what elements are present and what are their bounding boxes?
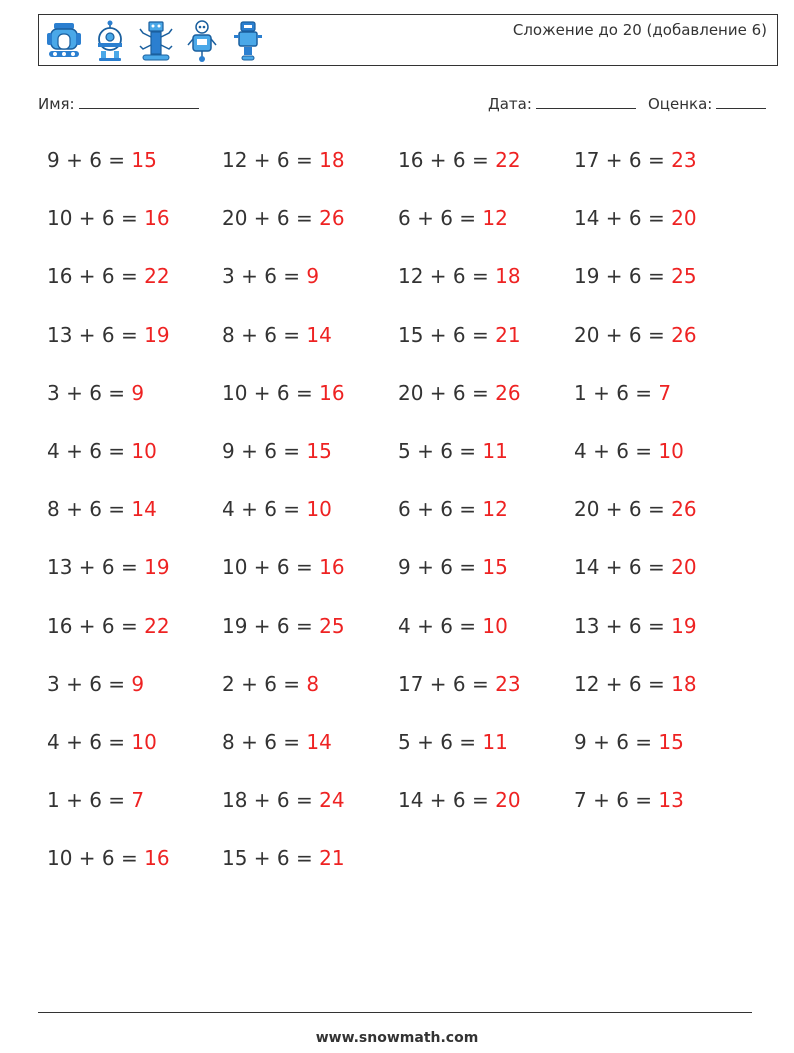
problem-answer: 25 bbox=[671, 264, 697, 288]
problem-question: 9 + 6 = bbox=[398, 555, 483, 579]
problem-item bbox=[222, 672, 319, 696]
problem-answer: 19 bbox=[144, 323, 170, 347]
problem-question: 10 + 6 = bbox=[222, 381, 320, 405]
problem-question: 20 + 6 = bbox=[398, 381, 496, 405]
problem-question: 2 + 6 = bbox=[222, 672, 307, 696]
problem-question: 9 + 6 = bbox=[47, 148, 132, 172]
problem-answer: 26 bbox=[319, 206, 345, 230]
problem-item bbox=[47, 846, 170, 870]
problem-answer: 25 bbox=[319, 614, 345, 638]
problem-answer: 10 bbox=[131, 730, 157, 754]
problem-item bbox=[398, 555, 508, 579]
problem-question: 13 + 6 = bbox=[47, 555, 145, 579]
problem-item bbox=[222, 497, 332, 521]
problem-item bbox=[574, 381, 671, 405]
problem-question: 13 + 6 = bbox=[47, 323, 145, 347]
problem-item bbox=[222, 323, 332, 347]
problem-question: 20 + 6 = bbox=[574, 323, 672, 347]
problem-item bbox=[574, 148, 697, 172]
problem-question: 18 + 6 = bbox=[222, 788, 320, 812]
problem-answer: 11 bbox=[482, 730, 508, 754]
problem-answer: 10 bbox=[306, 497, 332, 521]
problem-question: 17 + 6 = bbox=[398, 672, 496, 696]
problem-item bbox=[47, 323, 170, 347]
problem-question: 10 + 6 = bbox=[47, 846, 145, 870]
problem-answer: 23 bbox=[671, 148, 697, 172]
problem-question: 20 + 6 = bbox=[574, 497, 672, 521]
grade-label: Оценка: bbox=[648, 95, 713, 113]
problem-question: 3 + 6 = bbox=[47, 381, 132, 405]
problem-answer: 10 bbox=[482, 614, 508, 638]
footer-divider bbox=[38, 1012, 752, 1013]
problem-answer: 22 bbox=[144, 264, 170, 288]
problem-answer: 16 bbox=[144, 846, 170, 870]
problem-answer: 9 bbox=[306, 264, 320, 288]
problem-answer: 15 bbox=[658, 730, 684, 754]
problem-answer: 10 bbox=[658, 439, 684, 463]
problem-item bbox=[574, 788, 684, 812]
problem-item bbox=[398, 614, 508, 638]
problem-item bbox=[398, 148, 521, 172]
problem-question: 12 + 6 = bbox=[222, 148, 320, 172]
problem-answer: 12 bbox=[482, 497, 508, 521]
problem-item bbox=[398, 497, 508, 521]
problem-answer: 21 bbox=[319, 846, 345, 870]
problem-item bbox=[47, 439, 157, 463]
problem-question: 16 + 6 = bbox=[398, 148, 496, 172]
problem-item bbox=[222, 264, 319, 288]
problem-item bbox=[398, 730, 508, 754]
worksheet-title: Сложение до 20 (добавление 6) bbox=[512, 21, 767, 39]
problem-question: 1 + 6 = bbox=[574, 381, 659, 405]
problem-item bbox=[222, 846, 345, 870]
problem-answer: 15 bbox=[131, 148, 157, 172]
problem-question: 4 + 6 = bbox=[574, 439, 659, 463]
problem-answer: 12 bbox=[482, 206, 508, 230]
problem-answer: 24 bbox=[319, 788, 345, 812]
problem-item bbox=[47, 148, 157, 172]
problem-question: 8 + 6 = bbox=[222, 730, 307, 754]
problem-item bbox=[574, 672, 697, 696]
problem-item bbox=[47, 788, 144, 812]
problem-item bbox=[47, 381, 144, 405]
problem-question: 8 + 6 = bbox=[222, 323, 307, 347]
problem-question: 6 + 6 = bbox=[398, 497, 483, 521]
problem-item bbox=[574, 439, 684, 463]
problem-item bbox=[222, 555, 345, 579]
problem-question: 20 + 6 = bbox=[222, 206, 320, 230]
problem-answer: 14 bbox=[306, 730, 332, 754]
problem-answer: 10 bbox=[131, 439, 157, 463]
problem-answer: 13 bbox=[658, 788, 684, 812]
problem-answer: 11 bbox=[482, 439, 508, 463]
problem-question: 4 + 6 = bbox=[398, 614, 483, 638]
problem-question: 3 + 6 = bbox=[222, 264, 307, 288]
problem-item bbox=[398, 788, 521, 812]
problem-answer: 19 bbox=[144, 555, 170, 579]
problem-answer: 20 bbox=[495, 788, 521, 812]
problem-question: 9 + 6 = bbox=[222, 439, 307, 463]
problem-question: 19 + 6 = bbox=[222, 614, 320, 638]
problem-answer: 23 bbox=[495, 672, 521, 696]
problem-item bbox=[222, 730, 332, 754]
problem-item bbox=[398, 264, 521, 288]
problem-question: 12 + 6 = bbox=[398, 264, 496, 288]
problem-question: 14 + 6 = bbox=[574, 555, 672, 579]
problem-answer: 9 bbox=[131, 381, 145, 405]
problem-question: 14 + 6 = bbox=[574, 206, 672, 230]
problem-question: 15 + 6 = bbox=[222, 846, 320, 870]
problem-question: 4 + 6 = bbox=[222, 497, 307, 521]
problem-question: 7 + 6 = bbox=[574, 788, 659, 812]
problem-item bbox=[222, 788, 345, 812]
problem-item bbox=[47, 206, 170, 230]
problem-item bbox=[47, 497, 157, 521]
problem-question: 9 + 6 = bbox=[574, 730, 659, 754]
problem-answer: 20 bbox=[671, 555, 697, 579]
problem-answer: 18 bbox=[319, 148, 345, 172]
problem-item bbox=[574, 555, 697, 579]
problem-answer: 15 bbox=[482, 555, 508, 579]
problem-answer: 16 bbox=[144, 206, 170, 230]
problem-item bbox=[222, 381, 345, 405]
problem-item bbox=[47, 555, 170, 579]
problem-question: 12 + 6 = bbox=[574, 672, 672, 696]
problem-question: 5 + 6 = bbox=[398, 439, 483, 463]
problem-answer: 26 bbox=[495, 381, 521, 405]
problem-answer: 8 bbox=[306, 672, 320, 696]
problem-item bbox=[574, 497, 697, 521]
problem-answer: 22 bbox=[495, 148, 521, 172]
problem-answer: 16 bbox=[319, 555, 345, 579]
problem-item bbox=[398, 323, 521, 347]
problem-question: 16 + 6 = bbox=[47, 614, 145, 638]
problem-item bbox=[398, 206, 508, 230]
problem-answer: 20 bbox=[671, 206, 697, 230]
problem-question: 10 + 6 = bbox=[47, 206, 145, 230]
problem-answer: 21 bbox=[495, 323, 521, 347]
problem-item bbox=[47, 672, 144, 696]
problem-question: 5 + 6 = bbox=[398, 730, 483, 754]
problem-item bbox=[222, 439, 332, 463]
name-label: Имя: bbox=[38, 95, 75, 113]
problem-question: 17 + 6 = bbox=[574, 148, 672, 172]
problem-item bbox=[398, 439, 508, 463]
problem-question: 13 + 6 = bbox=[574, 614, 672, 638]
problem-answer: 14 bbox=[306, 323, 332, 347]
problem-question: 15 + 6 = bbox=[398, 323, 496, 347]
problem-item bbox=[574, 614, 697, 638]
problem-question: 14 + 6 = bbox=[398, 788, 496, 812]
problem-answer: 7 bbox=[131, 788, 145, 812]
problem-answer: 22 bbox=[144, 614, 170, 638]
problem-item bbox=[398, 381, 521, 405]
problem-item bbox=[574, 206, 697, 230]
date-label: Дата: bbox=[488, 95, 532, 113]
problem-question: 1 + 6 = bbox=[47, 788, 132, 812]
problem-item bbox=[47, 614, 170, 638]
problem-question: 3 + 6 = bbox=[47, 672, 132, 696]
problem-answer: 19 bbox=[671, 614, 697, 638]
problem-item bbox=[222, 148, 345, 172]
problem-item bbox=[574, 264, 697, 288]
problem-answer: 26 bbox=[671, 497, 697, 521]
problem-answer: 15 bbox=[306, 439, 332, 463]
problem-question: 10 + 6 = bbox=[222, 555, 320, 579]
problem-question: 8 + 6 = bbox=[47, 497, 132, 521]
problem-answer: 18 bbox=[495, 264, 521, 288]
problem-answer: 14 bbox=[131, 497, 157, 521]
problem-item bbox=[222, 206, 345, 230]
footer-url: www.snowmath.com bbox=[315, 1030, 479, 1046]
problem-question: 4 + 6 = bbox=[47, 730, 132, 754]
problem-item bbox=[47, 730, 157, 754]
problem-item bbox=[47, 264, 170, 288]
problem-item bbox=[574, 323, 697, 347]
problem-answer: 9 bbox=[131, 672, 145, 696]
problem-item bbox=[222, 614, 345, 638]
problem-question: 4 + 6 = bbox=[47, 439, 132, 463]
problem-answer: 26 bbox=[671, 323, 697, 347]
problem-answer: 18 bbox=[671, 672, 697, 696]
problem-item bbox=[574, 730, 684, 754]
problem-question: 16 + 6 = bbox=[47, 264, 145, 288]
problem-item bbox=[398, 672, 521, 696]
problem-answer: 16 bbox=[319, 381, 345, 405]
problem-question: 6 + 6 = bbox=[398, 206, 483, 230]
problem-question: 19 + 6 = bbox=[574, 264, 672, 288]
problem-answer: 7 bbox=[658, 381, 672, 405]
